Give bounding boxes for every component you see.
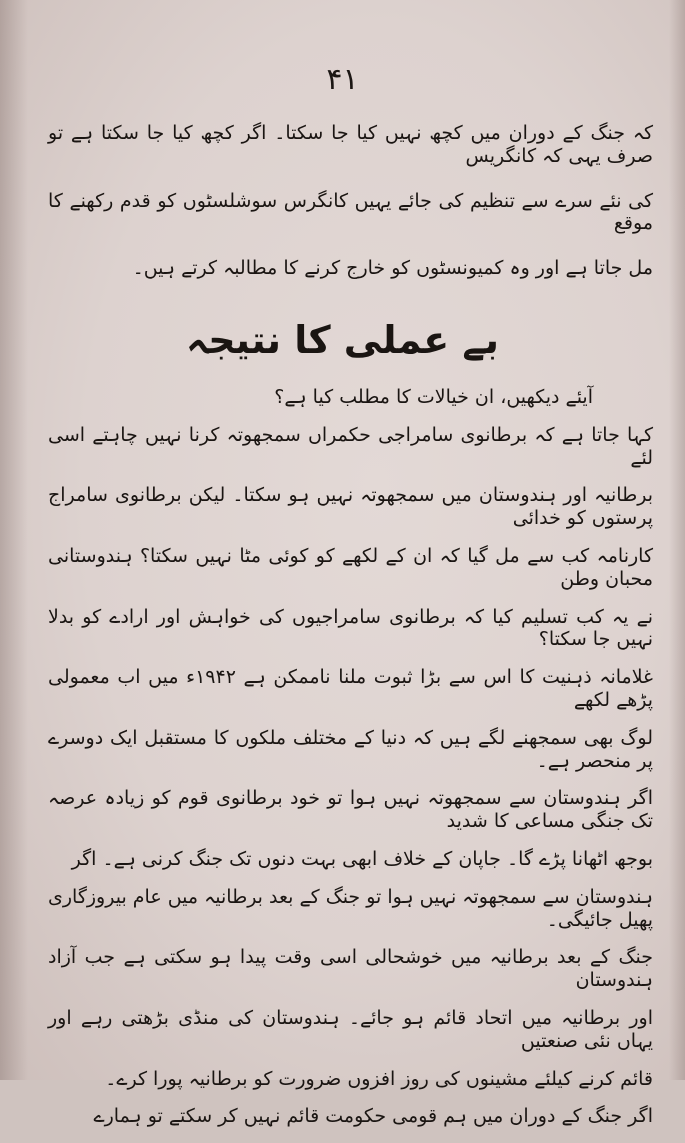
text-line: ہندوستان سے سمجھوتہ نہیں ہوا تو جنگ کے بعد برطانیہ میں عام بیروزگاری پھیل جائیگی۔ xyxy=(48,885,653,931)
text-line: کارنامہ کب سے مل گیا کہ ان کے لکھے کو کوئی مٹا نہیں سکتا؟ ہندوستانی محبان وطن xyxy=(48,544,653,590)
text-line: اگر ہندوستان سے سمجھوتہ نہیں ہوا تو خود برطانوی قوم کو زیادہ عرصہ تک جنگی مساعی کا شدید xyxy=(48,787,653,833)
text-line: جنگ کے بعد برطانیہ میں خوشحالی اسی وقت پیدا ہو سکتی ہے جب آزاد ہندوستان xyxy=(48,946,653,992)
text-line: لوگ بھی سمجھنے لگے ہیں کہ دنیا کے مختلف ملکوں کا مستقبل ایک دوسرے پر منحصر ہے۔ xyxy=(48,726,653,772)
text-line: قائم کرنے کیلئے مشینوں کی روز افزوں ضرورت کو برطانیہ پورا کرے۔ xyxy=(105,1067,653,1090)
section-heading: بے عملی کا نتیجہ xyxy=(186,318,499,362)
page-number: ۴۱ xyxy=(326,62,359,97)
paragraph-body xyxy=(48,386,653,1143)
text-line: نے یہ کب تسلیم کیا کہ برطانوی سامراجیوں کی خواہش اور ارادے کو بدلا نہیں جا سکتا؟ xyxy=(48,605,653,651)
text-line: بوجھ اٹھانا پڑے گا۔ جاپان کے خلاف ابھی بہت دنوں تک جنگ کرنی ہے۔ اگر xyxy=(71,847,653,870)
page-edge-shadow-right xyxy=(669,0,685,1080)
text-line: کی نئے سرے سے تنظیم کی جائے یہیں کانگرس سوشلسٹوں کو قدم رکھنے کا موقع xyxy=(48,189,653,235)
text-line: کہ جنگ کے دوران میں کچھ نہیں کیا جا سکتا۔ اگر کچھ کیا جا سکتا ہے تو صرف یہی کہ کانگریس xyxy=(48,122,653,167)
text-line: اور برطانیہ میں اتحاد قائم ہو جائے۔ ہندوستان کی منڈی بڑھتی رہے اور یہاں نئی صنعتیں xyxy=(48,1006,653,1052)
text-line: برطانیہ اور ہندوستان میں سمجھوتہ نہیں ہو سکتا۔ لیکن برطانوی سامراج پرستوں کو خدائی xyxy=(48,484,653,530)
text-line: آیئے دیکھیں، ان خیالات کا مطلب کیا ہے؟ xyxy=(274,386,593,408)
text-line: غلامانہ ذہنیت کا اس سے بڑا ثبوت ملنا ناممکن ہے ۱۹۴۲ء میں اب معمولی پڑھے لکھے xyxy=(48,666,653,711)
paragraph-intro xyxy=(48,122,653,302)
page-edge-shadow-left xyxy=(0,0,28,1080)
text-line: اگر جنگ کے دوران میں ہم قومی حکومت قائم نہیں کر سکتے تو ہمارے xyxy=(93,1105,653,1128)
text-line: کہا جاتا ہے کہ برطانوی سامراجی حکمراں سمجھوتہ کرنا نہیں چاہتے اسی لئے xyxy=(48,423,653,469)
text-line: مل جاتا ہے اور وہ کمیونسٹوں کو خارج کرنے کا مطالبہ کرتے ہیں۔ xyxy=(132,257,653,280)
